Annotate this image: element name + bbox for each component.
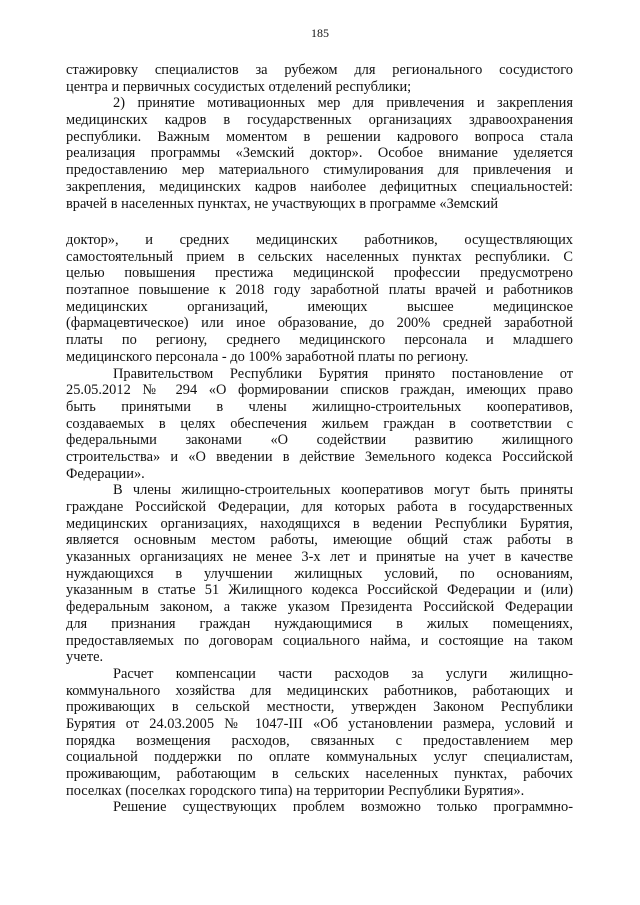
text-line: закрепления, медицинских кадров наиболее дефицитных специальностей: — [66, 178, 573, 195]
text-line: федеральными законами «О содействии развитию жилищного — [66, 432, 573, 449]
text-line: федеральным законом, а также указом Президента Российской Федерации — [66, 599, 573, 616]
text-line: поэтапное повышение к 2018 году заработной платы врачей и работников — [66, 282, 573, 299]
text-line: платы по региону, среднего медицинского персонала и младшего — [66, 332, 573, 349]
text-block-bottom — [66, 232, 573, 816]
text-line: предоставлению мер материального стимулирования для привлечения и — [66, 162, 573, 179]
text-line: Расчет компенсации части расходов за услуги жилищно- — [113, 665, 573, 682]
text-line: граждане Российской Федерации, для которых работа в государственных — [66, 499, 573, 515]
text-line: целью повышения престижа медицинской профессии предусмотрено — [66, 265, 573, 282]
text-line: доктор», и средних медицинских работников, осуществляющих — [66, 232, 573, 248]
text-line: врачей в населенных пунктах, не участвующих в программе «Земский — [66, 195, 499, 212]
text-line: указанных организациях не менее 3-х лет и принятые на учет в качестве — [66, 549, 573, 566]
text-line: Бурятия от 24.03.2005 № 1047-III «Об установлении размера, условий и — [66, 715, 573, 732]
text-block-top — [66, 62, 573, 212]
text-line: республики. Важным моментом в решении кадрового вопроса стала — [66, 128, 573, 145]
text-line: учете. — [66, 649, 104, 666]
text-line: реализация программы «Земский доктор». Особое внимание уделяется — [66, 145, 573, 162]
text-line: для признания граждан нуждающимися в жилых помещениях, — [66, 615, 573, 632]
text-line: нуждающихся в улучшении жилищных условий, по основаниям, — [66, 565, 573, 582]
text-line: медицинских организациях, находящихся в ведении Республики Бурятия, — [66, 515, 573, 532]
text-line: 2) принятие мотивационных мер для привлечения и закрепления — [113, 95, 573, 112]
text-line: порядка возмещения расходов, связанных с предоставлением мер — [66, 732, 573, 749]
text-line: В члены жилищно-строительных кооперативов могут быть приняты — [113, 482, 573, 499]
text-line: строительства» и «О введении в действие Земельного кодекса Российской — [66, 448, 573, 465]
text-line: быть принятыми в члены жилищно-строительных кооперативов, — [66, 398, 573, 415]
page-number: 185 — [311, 26, 329, 40]
text-line: самостоятельный прием в сельских населенных пунктах республики. С — [66, 248, 573, 265]
text-line: центра и первичных сосудистых отделений республики; — [66, 78, 412, 95]
text-line: социальной поддержки по оплате коммунальных услуг специалистам, — [66, 749, 573, 766]
text-line: (фармацевтическое) или иное образование, до 200% средней заработной — [66, 315, 573, 332]
text-line: стажировку специалистов за рубежом для регионального сосудистого — [66, 62, 573, 78]
text-line: создаваемых в целях обеспечения жильем граждан в соответствии с — [66, 415, 573, 432]
text-line: поселках (поселках городского типа) на территории Республики Бурятия». — [66, 782, 525, 799]
text-line: Федерации». — [66, 465, 145, 482]
text-line: коммунального хозяйства для медицинских работников, работающих и — [66, 682, 573, 699]
text-line: указанным в статье 51 Жилищного кодекса Российской Федерации и (или) — [66, 582, 573, 599]
text-line: проживающих в сельской местности, утвержден Законом Республики — [66, 699, 573, 716]
text-line: медицинских кадров в государственных организациях здравоохранения — [66, 112, 573, 129]
text-line: предоставляемых по договорам социального найма, и состоящие на таком — [66, 632, 573, 649]
text-line: медицинского персонала - до 100% заработной платы по региону. — [66, 348, 469, 365]
text-line: 25.05.2012 № 294 «О формировании списков граждан, имеющих право — [66, 382, 573, 399]
text-line: проживающим, работающим в сельских населенных пунктах, рабочих — [66, 766, 573, 782]
text-line: Решение существующих проблем возможно только программно- — [113, 799, 573, 816]
text-line: Правительством Республики Бурятия принято постановление от — [113, 365, 573, 382]
text-line: является основным местом работы, имеющие общий стаж работы в — [66, 532, 573, 549]
text-line: медицинских организаций, имеющих высшее медицинское — [66, 298, 573, 315]
